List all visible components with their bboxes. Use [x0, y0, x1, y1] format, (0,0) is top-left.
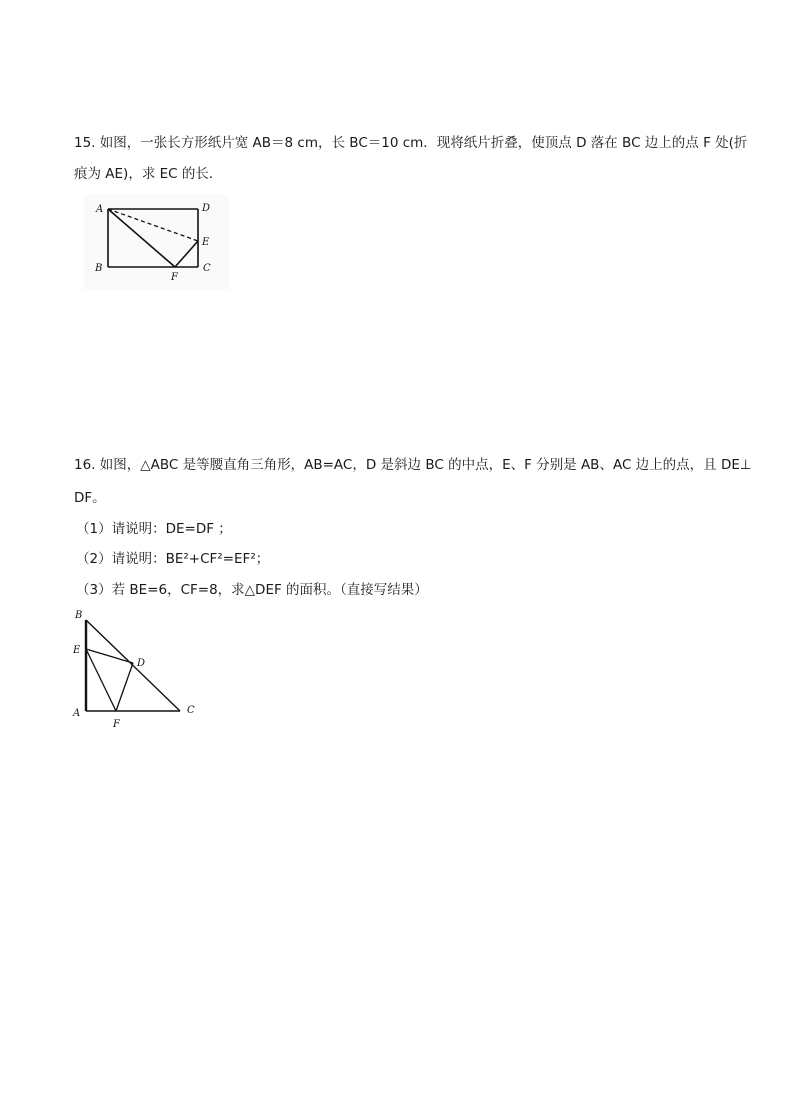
label-a: A — [96, 204, 104, 215]
isosceles-right-triangle-figure — [70, 605, 210, 730]
problem-16-line-2: DF。 — [74, 490, 106, 506]
problem-15-line-1: 15. 如图，一张长方形纸片宽 AB＝8 cm，长 BC＝10 cm．现将纸片折叠，使顶点 D 落在 BC 边上的点 F 处(折 — [74, 135, 748, 151]
subquestion-2: （2）请说明：BE²+CF²=EF²； — [76, 551, 270, 567]
subquestion-1: （1）请说明：DE=DF ； — [76, 521, 232, 537]
label-d: D — [202, 203, 211, 214]
label-e: E — [73, 645, 81, 656]
segment-ef — [86, 649, 116, 711]
label-d: D — [137, 658, 146, 669]
subquestion-3: （3）若 BE=6，CF=8，求△DEF 的面积。（直接写结果） — [76, 582, 428, 598]
label-e: E — [202, 237, 210, 248]
label-c: C — [203, 263, 211, 274]
problem-16-line-1: 16. 如图，△ABC 是等腰直角三角形，AB=AC，D 是斜边 BC 的中点，E、F 分别是 AB、AC 边上的点，且 DE⊥ — [74, 457, 752, 473]
rectangle-fold-figure — [84, 195, 234, 290]
segment-df — [116, 663, 133, 711]
label-b: B — [75, 610, 83, 621]
hypotenuse-bc — [86, 620, 180, 711]
label-b: B — [95, 263, 103, 274]
segment-ed — [86, 649, 133, 663]
label-f: F — [113, 719, 120, 730]
label-a: A — [73, 708, 81, 719]
label-f: F — [171, 272, 178, 283]
label-c: C — [187, 705, 195, 716]
problem-15-line-2: 痕为 AE)，求 EC 的长． — [74, 166, 223, 182]
